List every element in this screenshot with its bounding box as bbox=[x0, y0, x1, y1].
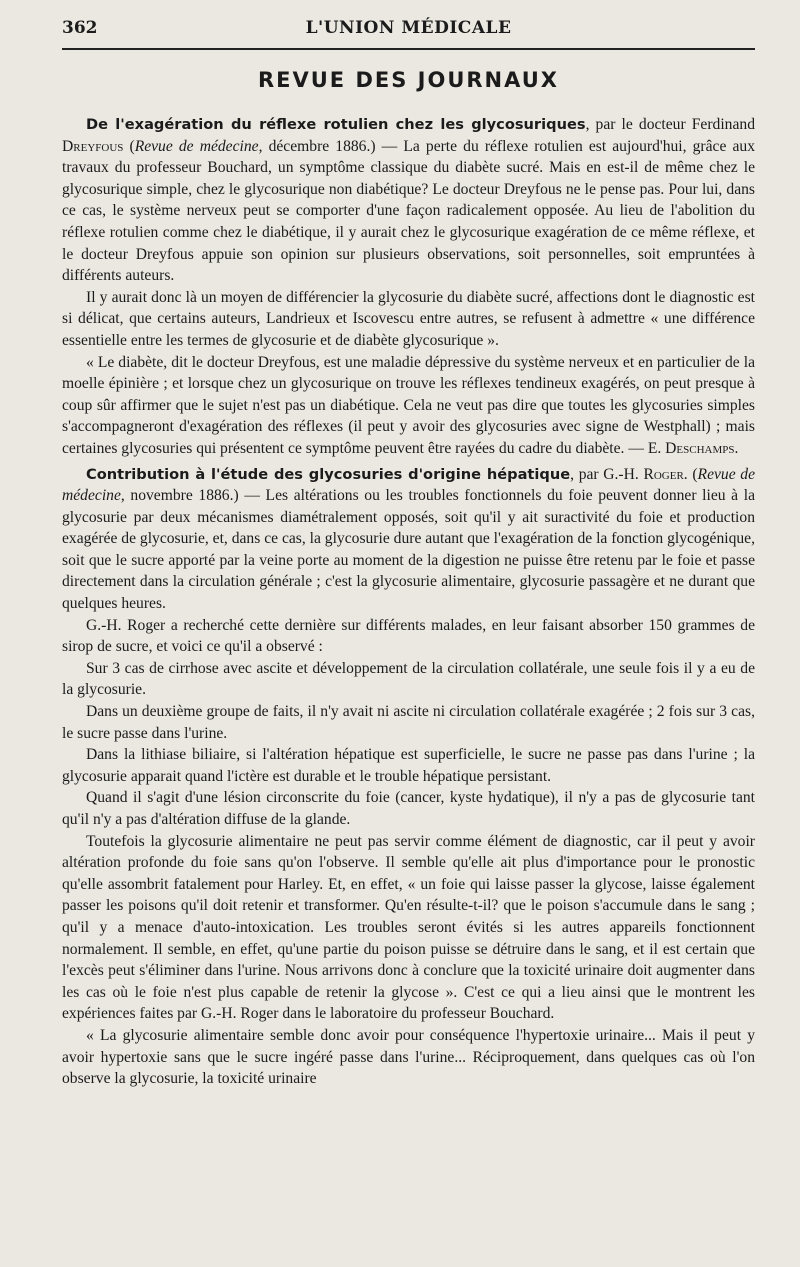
article2-title: Contribution à l'étude des glycosuries d'origine hépatique bbox=[86, 465, 571, 483]
article2-paragraph-7: Toutefois la glycosurie alimentaire ne peut pas servir comme élément de diagnostic, car il peut y avoir altération profonde du foie sans qu'on l'observe. Il semble qu'elle ait plus d'importance pour le pronostic qu'elle assombrit fatalement pour Harley. Et, en effet, « un foie qui laisse passer la glycose, laisse également passer les poisons qu'il doit retenir et transformer. Qu'en résulte-t-il? que le poison s'accumule dans le sang ; qu'il y a menace d'auto-intoxication. Les troubles seront évités si les autres appareils fonctionnent normalement. Il semble, en effet, qu'une partie du poison puisse se détruire dans le sang, et il est certain que l'excès peut s'éliminer dans l'urine. Nous arrivons donc à conclure que la toxicité urinaire doit augmenter dans les cas où le foie n'est plus capable de retenir la glycose ». C'est ce qui a lieu ainsi que le montrent les expériences faites par G.-H. Roger dans le laboratoire du professeur Bouchard. bbox=[62, 832, 755, 1023]
article2-paragraph-6: Quand il s'agit d'une lésion circonscrite du foie (cancer, kyste hydatique), il n'y a pas de glycosurie tant qu'il n'y a pas d'altération diffuse de la glande. bbox=[62, 789, 755, 828]
article2-paragraph-3: Sur 3 cas de cirrhose avec ascite et développement de la circulation collatérale, une seule fois il y a eu de la glycosurie. bbox=[62, 659, 755, 699]
article2-source: Revue de médecine bbox=[62, 465, 755, 505]
article2-paragraph-5: Dans la lithiase biliaire, si l'altération hépatique est superficielle, le sucre ne passe pas dans l'urine ; la glycosurie apparait quand l'ictère est durable et le trouble hépatique persistant. bbox=[62, 746, 755, 785]
article1-title: De l'exagération du réflexe rotulien chez les glycosuriques bbox=[86, 116, 586, 133]
article1-paragraph-1-text: — La perte du réflexe rotulien est aujourd'hui, grâce aux travaux du professeur Bouchard, un symptôme classique du diabète sucré. Mais en est-il de même chez le glycosurique simple, chez le glycosurique non diabétique? Le docteur Dreyfous ne le pense pas. Pour lui, dans ce cas, le système nerveux peut se comporter d'une façon radicalement opposée. Au lieu de l'abolition du réflexe rotulien comme chez le diabétique, il y aurait chez le glycosurique exagération de ce même réflexe, et le docteur Dreyfous appuie son opinion sur plusieurs observations, soit personnelles, soit empruntées à différents auteurs. bbox=[62, 137, 755, 285]
article2-author-name: Roger bbox=[643, 465, 684, 483]
article2-paragraph-2: G.-H. Roger a recherché cette dernière sur différents malades, en leur faisant absorber 150 grammes de sirop de sucre, et voici ce qu'il a observé : bbox=[62, 616, 755, 656]
article2-paragraph-1-text: — Les altérations ou les troubles fonctionnels du foie peuvent donner lieu à la glycosurie par deux mécanismes diamétralement opposés, soit qu'il y ait suractivité du foie et production exagérée de glycosurie, et, dans ce cas, la glycosurie dure autant que l'exagération de la fonction glycogénique, soit que le sucre apporté par la veine porte au moment de la digestion ne puisse être retenu par le foie et passe directement dans la circulation générale ; c'est la glycosurie alimentaire, glycosurie passagère et ne durant que quelques heures. bbox=[62, 487, 755, 613]
article2-paragraph-8: « La glycosurie alimentaire semble donc avoir pour conséquence l'hypertoxie urinaire... Mais il peut y avoir hypertoxie sans que le sucre ingéré passe dans l'urine... Réciproquement, dans quelques cas où l'on observe la glycosurie, la toxicité urinaire bbox=[62, 1026, 755, 1088]
article2-author-prefix: , par G.-H. bbox=[570, 465, 644, 483]
article1-author-name: Dreyfous bbox=[62, 137, 124, 155]
page-number: 362 bbox=[62, 18, 98, 38]
article1-paragraph-3-text: « Le diabète, dit le docteur Dreyfous, est une maladie dépressive du système nerveux et en particulier de la moelle épinière ; et lorsque chez un glycosurique on trouve les réflexes tendineux exagérés, on peut presque à coup sûr affirmer que le sujet n'est pas un diabétique. Cela ne veut pas dire que toutes les glycosuries simples s'accompagneront d'exagération des réflexes (il peut y avoir des glycosuries avec signe de Westphall) ; mais certaines glycosuries qui présentent ce symptôme peuvent être rayées du cadre du diabète. — E. bbox=[62, 353, 755, 457]
article-text bbox=[62, 114, 755, 1090]
article1-source: Revue de médecine bbox=[134, 137, 259, 155]
article1-author-prefix: , par le docteur Ferdinand bbox=[585, 116, 755, 133]
section-title: REVUE DES JOURNAUX bbox=[257, 68, 559, 92]
article1-source-open: ( bbox=[123, 137, 135, 155]
article1-signature: Deschamps bbox=[665, 439, 735, 457]
running-head bbox=[62, 18, 755, 46]
journal-title: L'UNION MÉDICALE bbox=[305, 18, 512, 38]
article2-source-date: , novembre 1886.) bbox=[120, 487, 239, 505]
article2-author-post: . ( bbox=[683, 465, 698, 483]
article2-paragraph-1 bbox=[62, 464, 755, 615]
article1-signature-end: . bbox=[734, 439, 739, 457]
article1-source-date: , décembre 1886.) bbox=[258, 137, 376, 155]
article2-paragraph-4: Dans un deuxième groupe de faits, il n'y avait ni ascite ni circulation collatérale exagérée ; 2 fois sur 3 cas, le sucre passe dans l'urine. bbox=[62, 703, 755, 742]
article1-paragraph-2: Il y aurait donc là un moyen de différencier la glycosurie du diabète sucré, affections dont le diagnostic est si délicat, que certains auteurs, Landrieux et Iscovescu entre autres, se refusent à admettre « une différence essentielle entre les termes de glycosurie et de diabète glycosurique ». bbox=[62, 288, 755, 349]
header-rule bbox=[62, 48, 755, 50]
article1-paragraph-3 bbox=[62, 352, 755, 460]
article1-paragraph-1 bbox=[62, 114, 755, 287]
